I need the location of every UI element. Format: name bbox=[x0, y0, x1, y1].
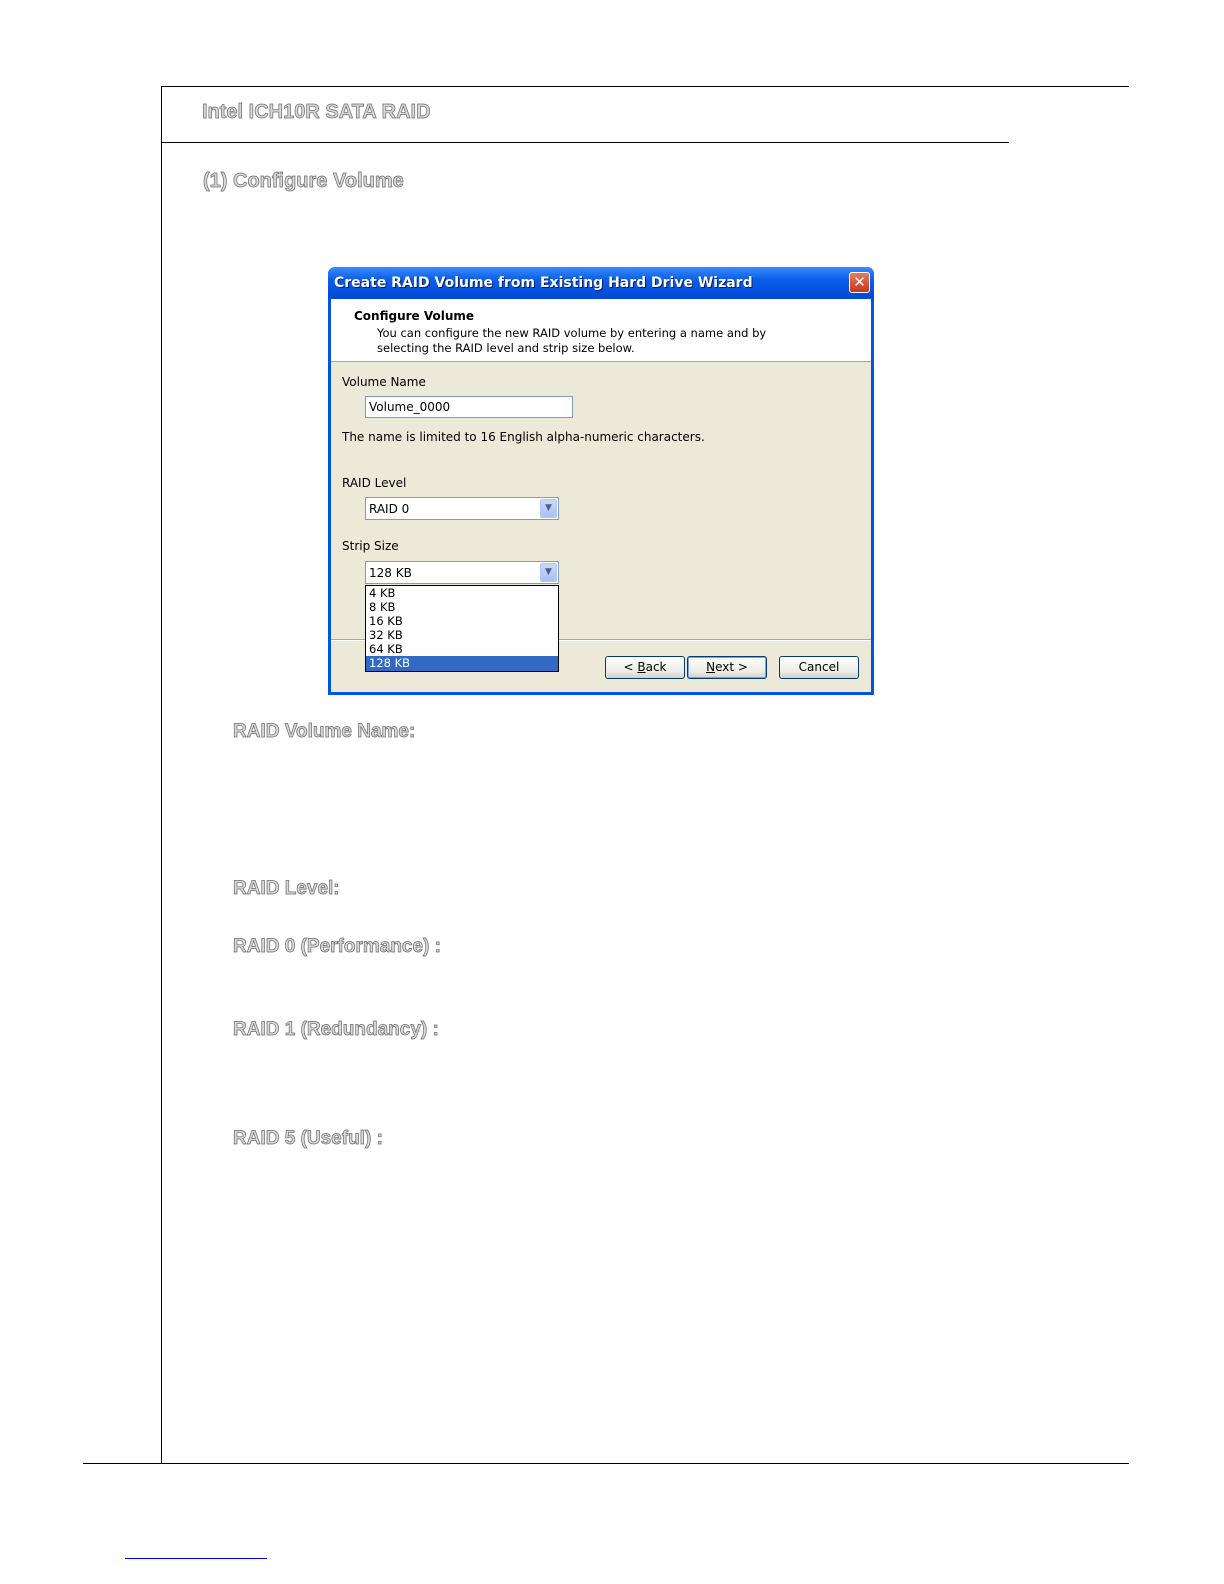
back-button-prefix: < bbox=[623, 660, 638, 674]
dialog-title: Create RAID Volume from Existing Hard Drive Wizard bbox=[334, 275, 753, 291]
raid-level-label: RAID Level bbox=[342, 476, 407, 490]
raid-volume-name-heading: RAID Volume Name: bbox=[233, 721, 416, 742]
volume-name-input[interactable]: Volume_0000 bbox=[365, 396, 573, 418]
strip-size-option-selected[interactable]: 128 KB bbox=[366, 656, 558, 670]
wizard-step-description: You can configure the new RAID volume by entering a name and by selecting the RAID level and strip size below. bbox=[377, 326, 767, 355]
raid-level-value: RAID 0 bbox=[369, 502, 410, 516]
strip-size-option[interactable]: 32 KB bbox=[369, 628, 403, 643]
raid5-heading: RAID 5 (Useful) : bbox=[233, 1128, 383, 1149]
strip-size-value: 128 KB bbox=[369, 566, 412, 580]
close-icon[interactable]: ✕ bbox=[849, 272, 870, 293]
strip-size-select[interactable] bbox=[365, 561, 559, 584]
cancel-button[interactable]: Cancel bbox=[779, 656, 859, 679]
back-button-label: ack bbox=[645, 660, 667, 674]
raid1-heading: RAID 1 (Redundancy) : bbox=[233, 1019, 439, 1040]
bottom-border-rule bbox=[83, 1463, 1129, 1464]
strip-size-label: Strip Size bbox=[342, 539, 399, 553]
raid-level-select[interactable] bbox=[365, 497, 559, 520]
next-button[interactable] bbox=[687, 656, 767, 679]
top-border-rule bbox=[161, 86, 1129, 87]
next-button-accesskey: N bbox=[706, 660, 716, 674]
wizard-header-panel bbox=[331, 299, 871, 362]
raid0-heading: RAID 0 (Performance) : bbox=[233, 936, 441, 957]
volume-name-label: Volume Name bbox=[342, 375, 426, 389]
strip-size-option[interactable]: 64 KB bbox=[369, 642, 403, 657]
chevron-down-icon[interactable]: ▼ bbox=[540, 499, 557, 518]
page-header-title: Intel ICH10R SATA RAID bbox=[202, 101, 431, 123]
strip-size-option[interactable]: 4 KB bbox=[369, 586, 396, 600]
wizard-step-title: Configure Volume bbox=[354, 309, 475, 323]
dialog-titlebar[interactable] bbox=[328, 267, 874, 299]
next-button-label: ext > bbox=[715, 660, 748, 674]
section-title: (1) Configure Volume bbox=[203, 170, 404, 192]
left-margin-rule bbox=[161, 86, 162, 1464]
raid-level-heading: RAID Level: bbox=[233, 878, 340, 899]
raid-wizard-dialog bbox=[328, 267, 874, 695]
strip-size-dropdown-list[interactable] bbox=[365, 585, 559, 672]
dialog-client-area bbox=[331, 299, 871, 692]
volume-name-hint: The name is limited to 16 English alpha-numeric characters. bbox=[342, 430, 705, 444]
header-underline-rule bbox=[161, 142, 1009, 143]
strip-size-option[interactable]: 16 KB bbox=[369, 614, 403, 629]
footer-link-underline bbox=[125, 1558, 267, 1559]
chevron-down-icon[interactable]: ▼ bbox=[540, 563, 557, 582]
back-button-accesskey: B bbox=[637, 660, 646, 674]
strip-size-option[interactable]: 8 KB bbox=[369, 600, 396, 615]
back-button[interactable] bbox=[605, 656, 685, 679]
